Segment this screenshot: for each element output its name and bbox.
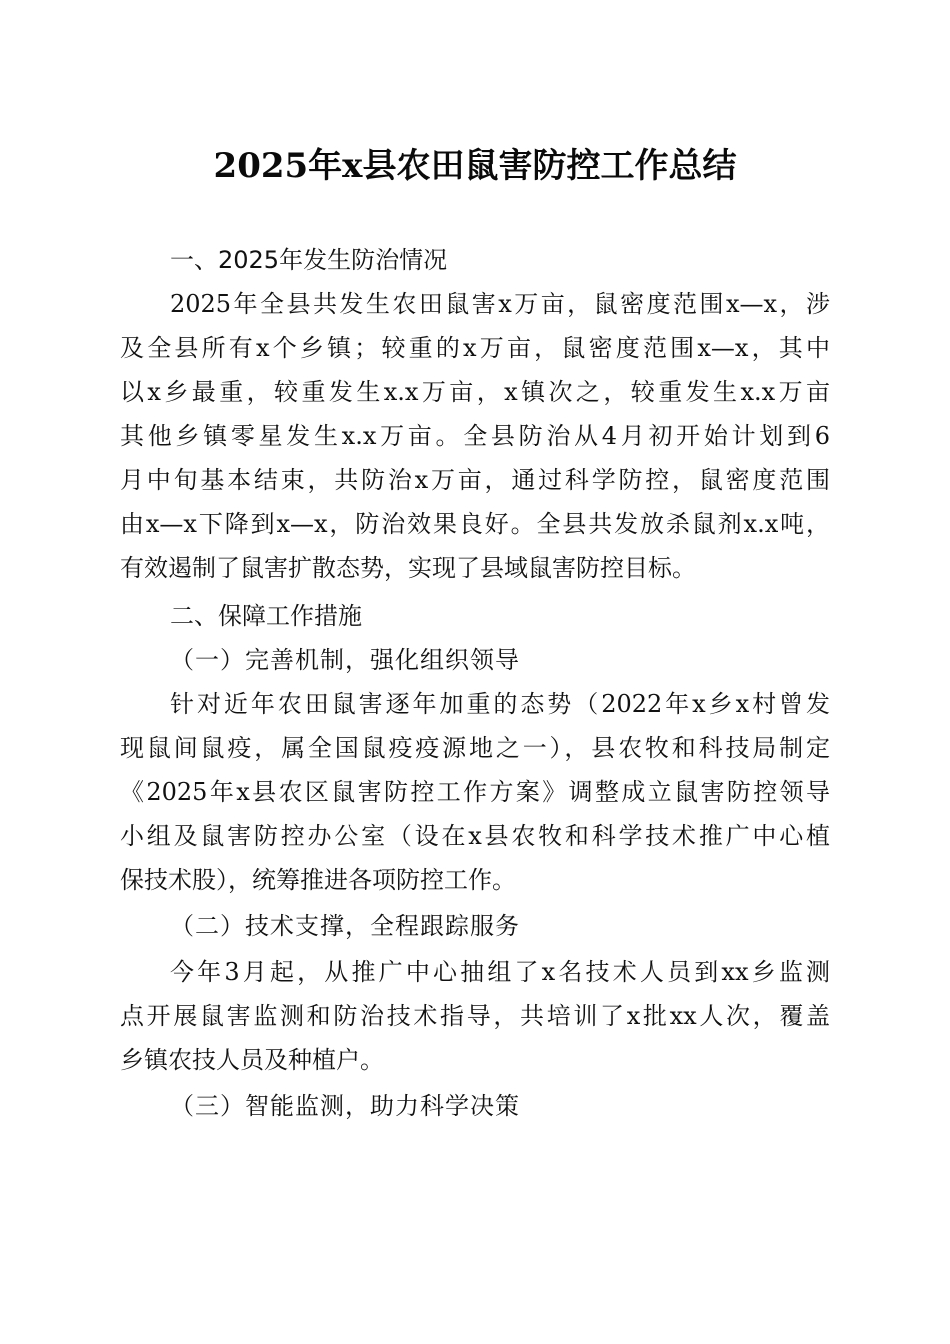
section-1-line: 其他乡镇零星发生x.x万亩。全县防治从4月初开始计划到6 (120, 422, 830, 450)
section-1-line: 有效遏制了鼠害扩散态势，实现了县域鼠害防控目标。 (120, 554, 696, 582)
section-1-line: 以x乡最重，较重发生x.x万亩，x镇次之，较重发生x.x万亩 (120, 378, 830, 406)
section-1-line: 及全县所有x个乡镇；较重的x万亩，鼠密度范围x—x，其中 (120, 334, 830, 362)
subsection-1-line: 针对近年农田鼠害逐年加重的态势（2022年x乡x村曾发 (170, 690, 830, 718)
subsection-1-line: 《2025年x县农区鼠害防控工作方案》调整成立鼠害防控领导 (120, 778, 830, 806)
subsection-1-line: 保技术股），统筹推进各项防控工作。 (120, 866, 516, 894)
section-1-heading: 一、2025年发生防治情况 (170, 246, 448, 274)
subsection-1-line: 小组及鼠害防控办公室（设在x县农牧和科学技术推广中心植 (120, 822, 830, 850)
subsection-2-line: 今年3月起，从推广中心抽组了x名技术人员到xx乡监测 (170, 958, 830, 986)
section-1-line: 2025年全县共发生农田鼠害x万亩，鼠密度范围x—x，涉 (170, 290, 830, 318)
subsection-2-line: 乡镇农技人员及种植户。 (120, 1046, 384, 1074)
subsection-2-heading: （二）技术支撑，全程跟踪服务 (170, 912, 520, 940)
document-title: 2025年x县农田鼠害防控工作总结 (213, 146, 737, 186)
subsection-3-heading: （三）智能监测，助力科学决策 (170, 1092, 520, 1120)
subsection-2-line: 点开展鼠害监测和防治技术指导，共培训了x批xx人次，覆盖 (120, 1002, 830, 1030)
subsection-1-heading: （一）完善机制，强化组织领导 (170, 646, 520, 674)
section-2-heading: 二、保障工作措施 (170, 602, 362, 630)
subsection-1-line: 现鼠间鼠疫，属全国鼠疫疫源地之一），县农牧和科技局制定 (120, 734, 830, 762)
section-1-line: 月中旬基本结束，共防治x万亩，通过科学防控，鼠密度范围 (120, 466, 830, 494)
section-1-line: 由x—x下降到x—x，防治效果良好。全县共发放杀鼠剂x.x吨， (120, 510, 830, 538)
